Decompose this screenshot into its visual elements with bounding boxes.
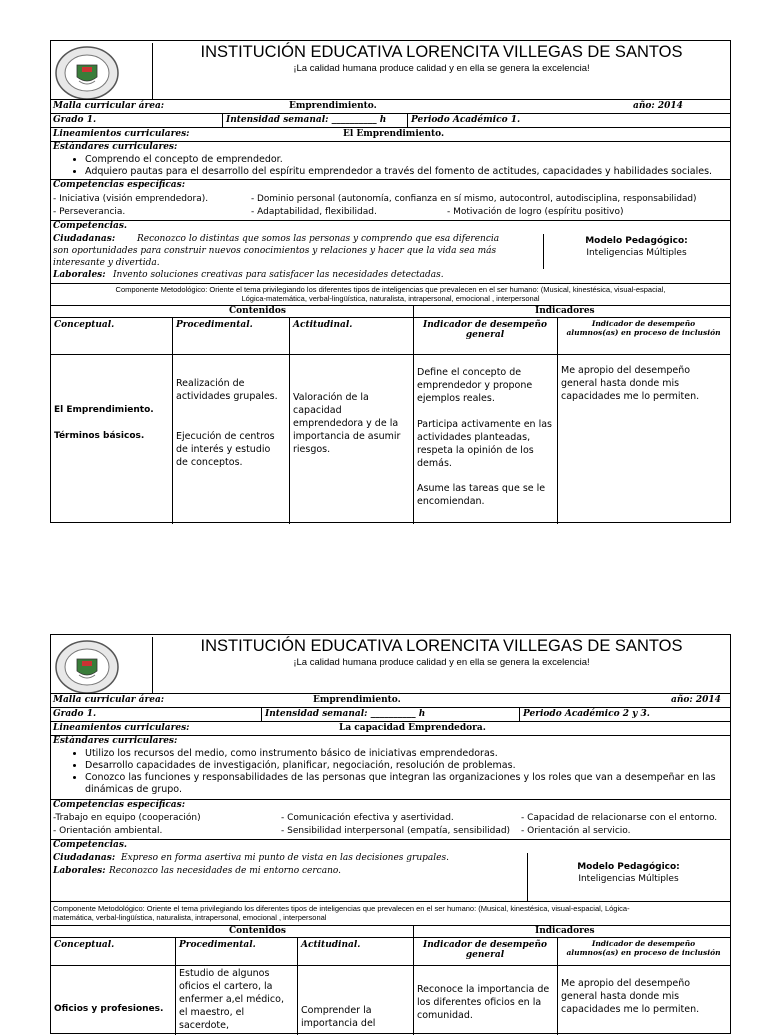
standard-item: • Comprendo el concepto de emprendedor. — [85, 154, 730, 166]
procedimental-item: Estudio de algunos oficios el cartero, la enfermer a,el médico, el maestro, el sacerdote, — [179, 968, 284, 1031]
competences-label: Competencias. — [53, 840, 128, 850]
actitudinal-item: Valoración de la capacidad emprendedora y de la importancia de asumir riesgos. — [293, 392, 401, 455]
specific-competence: - Perseverancia. — [53, 207, 126, 217]
conceptual-item: Términos básicos. — [54, 431, 145, 441]
col-procedimental: Procedimental. — [176, 320, 253, 330]
academic-period: Periodo Académico 2 y 3. — [523, 709, 650, 719]
malla-label: Malla curricular área: — [53, 695, 165, 705]
col-actitudinal: Actitudinal. — [301, 940, 361, 950]
indicator-item: Participa activamente en las actividades planteadas, respeta la opinión de los demás. — [417, 419, 552, 469]
specific-competence: - Iniciativa (visión emprendedora). — [53, 194, 209, 204]
inclusion-item: Me apropio del desempeño general hasta donde mis capacidades me lo permiten. — [561, 978, 700, 1015]
procedimental-item: Ejecución de centros de interés y estudio de conceptos. — [176, 431, 275, 468]
methodological-component: Componente Metodológico: Oriente el tema privilegiando los diferentes tipos de inteligencias que prevalecen en el ser humano: (Musical, kinestésica, visual-espacial, — [115, 285, 666, 294]
citizen-label: Ciudadanas: — [53, 853, 116, 863]
col-indicator-general: Indicador de desempeño — [422, 940, 547, 950]
indicators-heading: Indicadores — [535, 926, 595, 936]
guidelines-value: El Emprendimiento. — [343, 129, 445, 139]
col-indicator-inclusion: alumnos(as) en proceso de inclusión — [566, 948, 721, 957]
specific-competence: - Motivación de logro (espíritu positivo) — [447, 207, 624, 217]
weekly-intensity: Intensidad semanal: __________ h — [265, 709, 426, 719]
indicators-heading: Indicadores — [535, 306, 595, 316]
malla-label: Malla curricular área: — [53, 101, 165, 111]
procedimental-item: Realización de actividades grupales. — [176, 378, 278, 402]
methodological-component: Componente Metodológico: Oriente el tema privilegiando los diferentes tipos de inteligencias que prevalecen en el ser humano: (Musical, kinestésica, visual-espacial, Lógica- — [53, 904, 630, 913]
labor-label: Laborales: — [53, 270, 106, 280]
guidelines-label: Lineamientos curriculares: — [53, 723, 190, 733]
institution-title: INSTITUCIÓN EDUCATIVA LORENCITA VILLEGAS DE SANTOS — [200, 43, 683, 61]
contents-heading: Contenidos — [229, 306, 286, 316]
school-seal-logo — [53, 637, 153, 693]
standard-item: • Adquiero pautas para el desarrollo del espíritu emprendedor a través del fomento de actitudes, capacidades y habilidades sociales. — [85, 166, 730, 178]
curriculum-sheet-1 — [50, 40, 731, 523]
col-indicator-general: general — [465, 330, 505, 340]
institution-motto: ¡La calidad humana produce calidad y en ella se genera la excelencia! — [293, 63, 590, 74]
conceptual-item: El Emprendimiento. — [54, 405, 154, 415]
labor-label: Laborales: — [53, 866, 106, 876]
specific-competences-label: Competencias específicas: — [53, 800, 186, 810]
col-indicator-inclusion: Indicador de desempeño — [591, 939, 696, 948]
grade-label: Grado 1. — [53, 709, 97, 719]
citizen-text: Expreso en forma asertiva mi punto de vista en las decisiones grupales. — [121, 853, 449, 863]
specific-competence: - Dominio personal (autonomía, confianza en sí mismo, autocontrol, autodisciplina, responsabilidad) — [251, 194, 697, 204]
school-seal-logo — [53, 43, 153, 99]
methodological-component: matemática, verbal-lingüística, naturalista, intrapersonal, emocional , interpersonal — [53, 913, 327, 922]
col-indicator-general: general — [465, 950, 505, 960]
competences-label: Competencias. — [53, 221, 128, 231]
standard-item: • Desarrollo capacidades de investigación, planificar, negociación, resolución de problemas. — [85, 760, 726, 772]
standard-item: • Conozco las funciones y responsabilidades de las personas que integran las organizaciones y los roles que van a desempeñar en las dinámicas de grupo. — [85, 772, 726, 796]
institution-title: INSTITUCIÓN EDUCATIVA LORENCITA VILLEGAS DE SANTOS — [200, 637, 683, 655]
methodological-component: Lógica-matemática, verbal-lingüística, naturalista, intrapersonal, emocional , interpersonal — [241, 294, 540, 303]
weekly-intensity: Intensidad semanal: __________ h — [226, 115, 387, 125]
col-indicator-inclusion: Indicador de desempeño — [591, 319, 696, 328]
specific-competence: - Orientación al servicio. — [521, 826, 631, 836]
labor-text: Reconozco las necesidades de mi entorno cercano. — [109, 866, 341, 876]
specific-competences-label: Competencias específicas: — [53, 180, 186, 190]
year-label: año: 2014 — [671, 695, 721, 705]
citizen-text: Reconozco lo distintas que somos las personas y comprendo que esa diferencia — [137, 234, 500, 244]
standard-item: • Utilizo los recursos del medio, como instrumento básico de iniciativas emprendedoras. — [85, 748, 726, 760]
standards-label: Estándares curriculares: — [53, 142, 178, 152]
guidelines-label: Lineamientos curriculares: — [53, 129, 190, 139]
pedagogical-model-value: Inteligencias Múltiples — [578, 874, 679, 884]
citizen-text: interesante y divertida. — [53, 258, 160, 268]
standards-label: Estándares curriculares: — [53, 736, 178, 746]
malla-value: Emprendimiento. — [289, 101, 377, 111]
contents-heading: Contenidos — [229, 926, 286, 936]
specific-competence: - Capacidad de relacionarse con el entorno. — [521, 813, 718, 823]
pedagogical-model-label: Modelo Pedagógico: — [577, 862, 680, 872]
specific-competence: - Orientación ambiental. — [53, 826, 163, 836]
pedagogical-model-label: Modelo Pedagógico: — [585, 236, 688, 246]
col-indicator-general: Indicador de desempeño — [422, 320, 547, 330]
col-procedimental: Procedimental. — [179, 940, 256, 950]
guidelines-value: La capacidad Emprendedora. — [339, 723, 486, 733]
specific-competence: - Sensibilidad interpersonal (empatía, sensibilidad) — [281, 826, 511, 836]
malla-value: Emprendimiento. — [313, 695, 401, 705]
col-conceptual: Conceptual. — [54, 940, 115, 950]
col-conceptual: Conceptual. — [54, 320, 115, 330]
indicator-item: Asume las tareas que se le encomiendan. — [417, 483, 546, 507]
col-actitudinal: Actitudinal. — [293, 320, 353, 330]
specific-competence: - Comunicación efectiva y asertividad. — [281, 813, 454, 823]
labor-text: Invento soluciones creativas para satisfacer las necesidades detectadas. — [113, 270, 444, 280]
grade-label: Grado 1. — [53, 115, 97, 125]
specific-competence: - Adaptabilidad, flexibilidad. — [251, 207, 377, 217]
citizen-text: son oportunidades para construir nuevos conocimientos y relaciones y hacer que la vida sea más — [53, 246, 497, 256]
academic-period: Periodo Académico 1. — [411, 115, 521, 125]
conceptual-item: Oficios y profesiones. — [54, 1004, 164, 1014]
institution-motto: ¡La calidad humana produce calidad y en ella se genera la excelencia! — [293, 657, 590, 668]
actitudinal-item: Comprender la importancia del — [301, 1005, 376, 1029]
col-indicator-inclusion: alumnos(as) en proceso de inclusión — [566, 328, 721, 337]
year-label: año: 2014 — [633, 101, 683, 111]
citizen-label: Ciudadanas: — [53, 234, 116, 244]
inclusion-item: Me apropio del desempeño general hasta donde mis capacidades me lo permiten. — [561, 365, 700, 402]
indicator-item: Reconoce la importancia de los diferentes oficios en la comunidad. — [417, 984, 550, 1021]
specific-competence: -Trabajo en equipo (cooperación) — [53, 813, 201, 823]
indicator-item: Define el concepto de emprendedor y propone ejemplos reales. — [417, 367, 533, 404]
curriculum-sheet-2 — [50, 634, 731, 1034]
pedagogical-model-value: Inteligencias Múltiples — [586, 248, 687, 258]
